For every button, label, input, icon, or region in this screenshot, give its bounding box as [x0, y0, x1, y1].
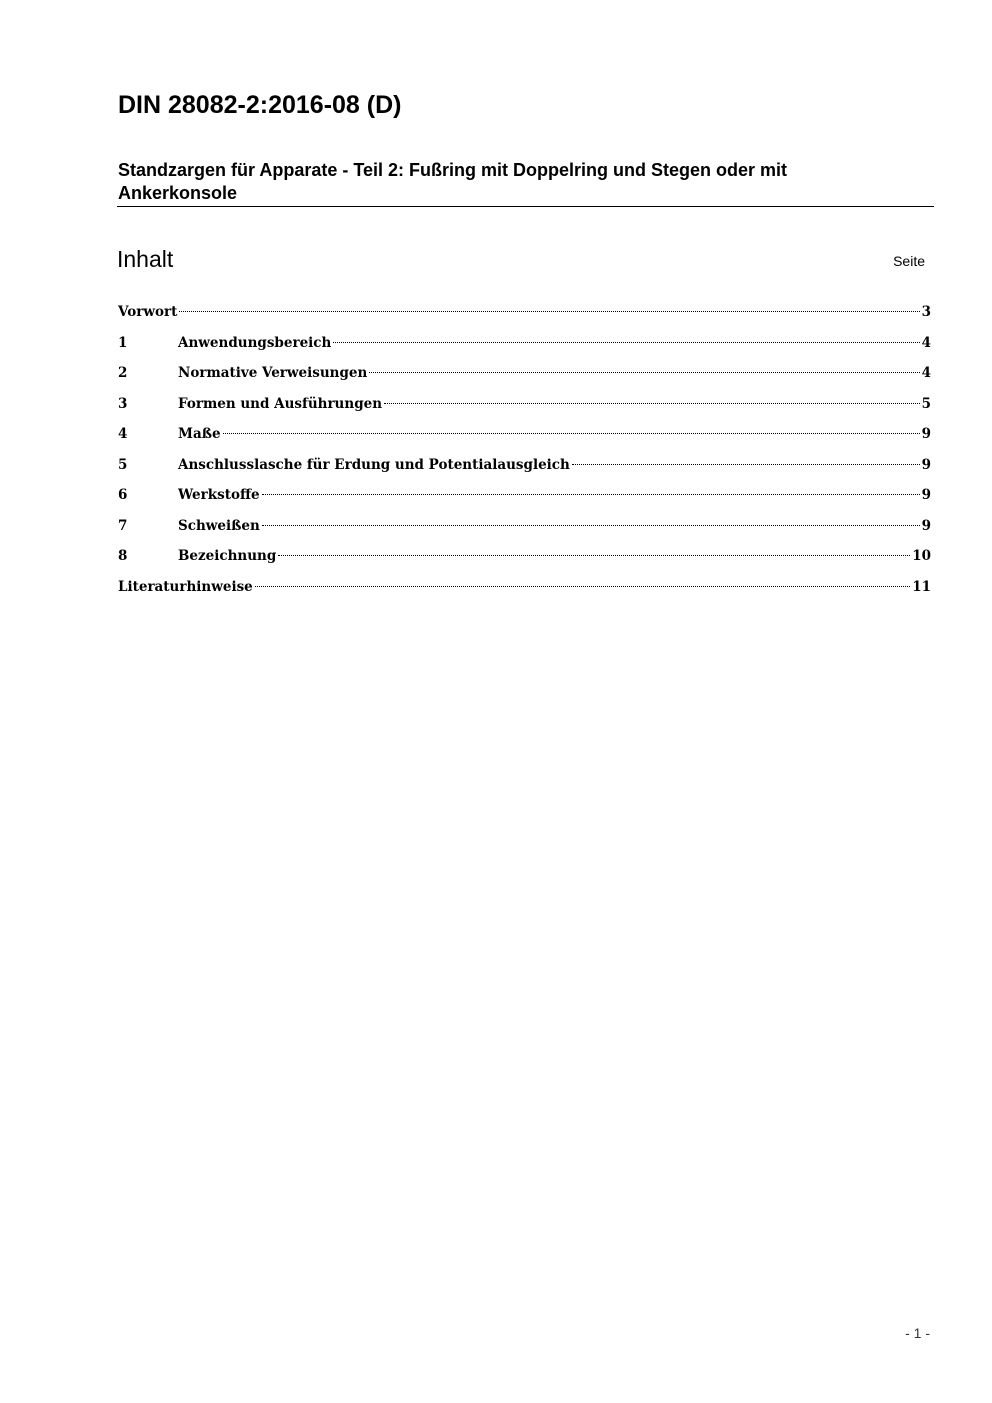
toc-entry-title: Werkstoffe: [178, 487, 260, 503]
toc-entry-title: Normative Verweisungen: [178, 365, 368, 381]
toc-dot-leader: [179, 311, 919, 312]
document-title: DIN 28082-2:2016-08 (D): [118, 91, 402, 119]
subtitle-line: Standzargen für Apparate - Teil 2: Fußring mit Doppelring und Stegen oder mit: [118, 160, 788, 180]
toc-entry-title: Vorwort: [118, 304, 178, 320]
toc-entry-title: Schweißen: [178, 517, 260, 534]
toc-entry-title: Anwendungsbereich: [178, 334, 332, 351]
toc-entry-bezeichnung[interactable]: [118, 546, 931, 577]
toc-entry-title: Formen und Ausführungen: [178, 395, 383, 412]
toc-entry-number: 7: [118, 517, 128, 534]
toc-entry-normative-verweisungen[interactable]: [118, 363, 931, 394]
toc-entry-number: 5: [118, 456, 128, 473]
toc-entry-title: Bezeichnung: [178, 548, 277, 564]
toc-dot-leader: [572, 464, 920, 465]
toc-entry-number: 6: [118, 487, 128, 503]
toc-entry-schweissen[interactable]: [118, 516, 931, 547]
toc-dot-leader: [223, 433, 920, 434]
toc-dot-leader: [278, 555, 910, 556]
toc-entry-werkstoffe[interactable]: [118, 485, 931, 516]
toc-entry-number: 8: [118, 548, 128, 564]
toc-entry-formen-und-ausfuehrungen[interactable]: [118, 394, 931, 425]
toc-entry-number: 4: [118, 426, 128, 442]
toc-entry-masse[interactable]: [118, 424, 931, 455]
toc-heading: Inhalt: [117, 246, 174, 272]
toc-entry-page: 4: [921, 334, 931, 351]
toc-dot-leader: [333, 342, 919, 343]
toc-entry-page: 10: [912, 548, 931, 564]
toc-entry-page: 9: [921, 517, 931, 534]
toc-entry-number: 2: [118, 365, 128, 381]
toc-dot-leader: [262, 494, 920, 495]
toc-entry-vorwort[interactable]: [118, 302, 931, 333]
toc-entry-title: Maße: [178, 426, 221, 442]
toc-entry-page: 5: [921, 395, 931, 412]
toc-dot-leader: [384, 403, 920, 404]
toc-entry-anschlusslasche[interactable]: [118, 455, 931, 486]
subtitle-line: Ankerkonsole: [118, 183, 238, 203]
toc-entry-page: 9: [921, 487, 931, 503]
toc-entry-page: 9: [921, 426, 931, 442]
toc-entry-page: 11: [912, 578, 931, 595]
toc-entry-literaturhinweise[interactable]: [118, 577, 931, 608]
toc-entry-anwendungsbereich[interactable]: [118, 333, 931, 364]
document-subtitle: [118, 159, 934, 205]
toc-dot-leader: [255, 586, 910, 587]
toc-entry-title: Anschlusslasche für Erdung und Potentialausgleich: [178, 456, 570, 473]
page-number: - 1 -: [905, 1325, 930, 1341]
toc-entry-page: 4: [921, 365, 931, 381]
toc-entry-title: Literaturhinweise: [118, 578, 253, 595]
toc-entry-number: 1: [118, 334, 128, 351]
toc-entry-number: 3: [118, 395, 128, 412]
table-of-contents: [118, 302, 931, 607]
toc-dot-leader: [262, 525, 920, 526]
toc-entry-page: 3: [921, 304, 931, 320]
title-divider: [117, 206, 934, 207]
toc-entry-page: 9: [921, 456, 931, 473]
toc-dot-leader: [369, 372, 919, 373]
toc-page-column-label: Seite: [893, 253, 925, 269]
